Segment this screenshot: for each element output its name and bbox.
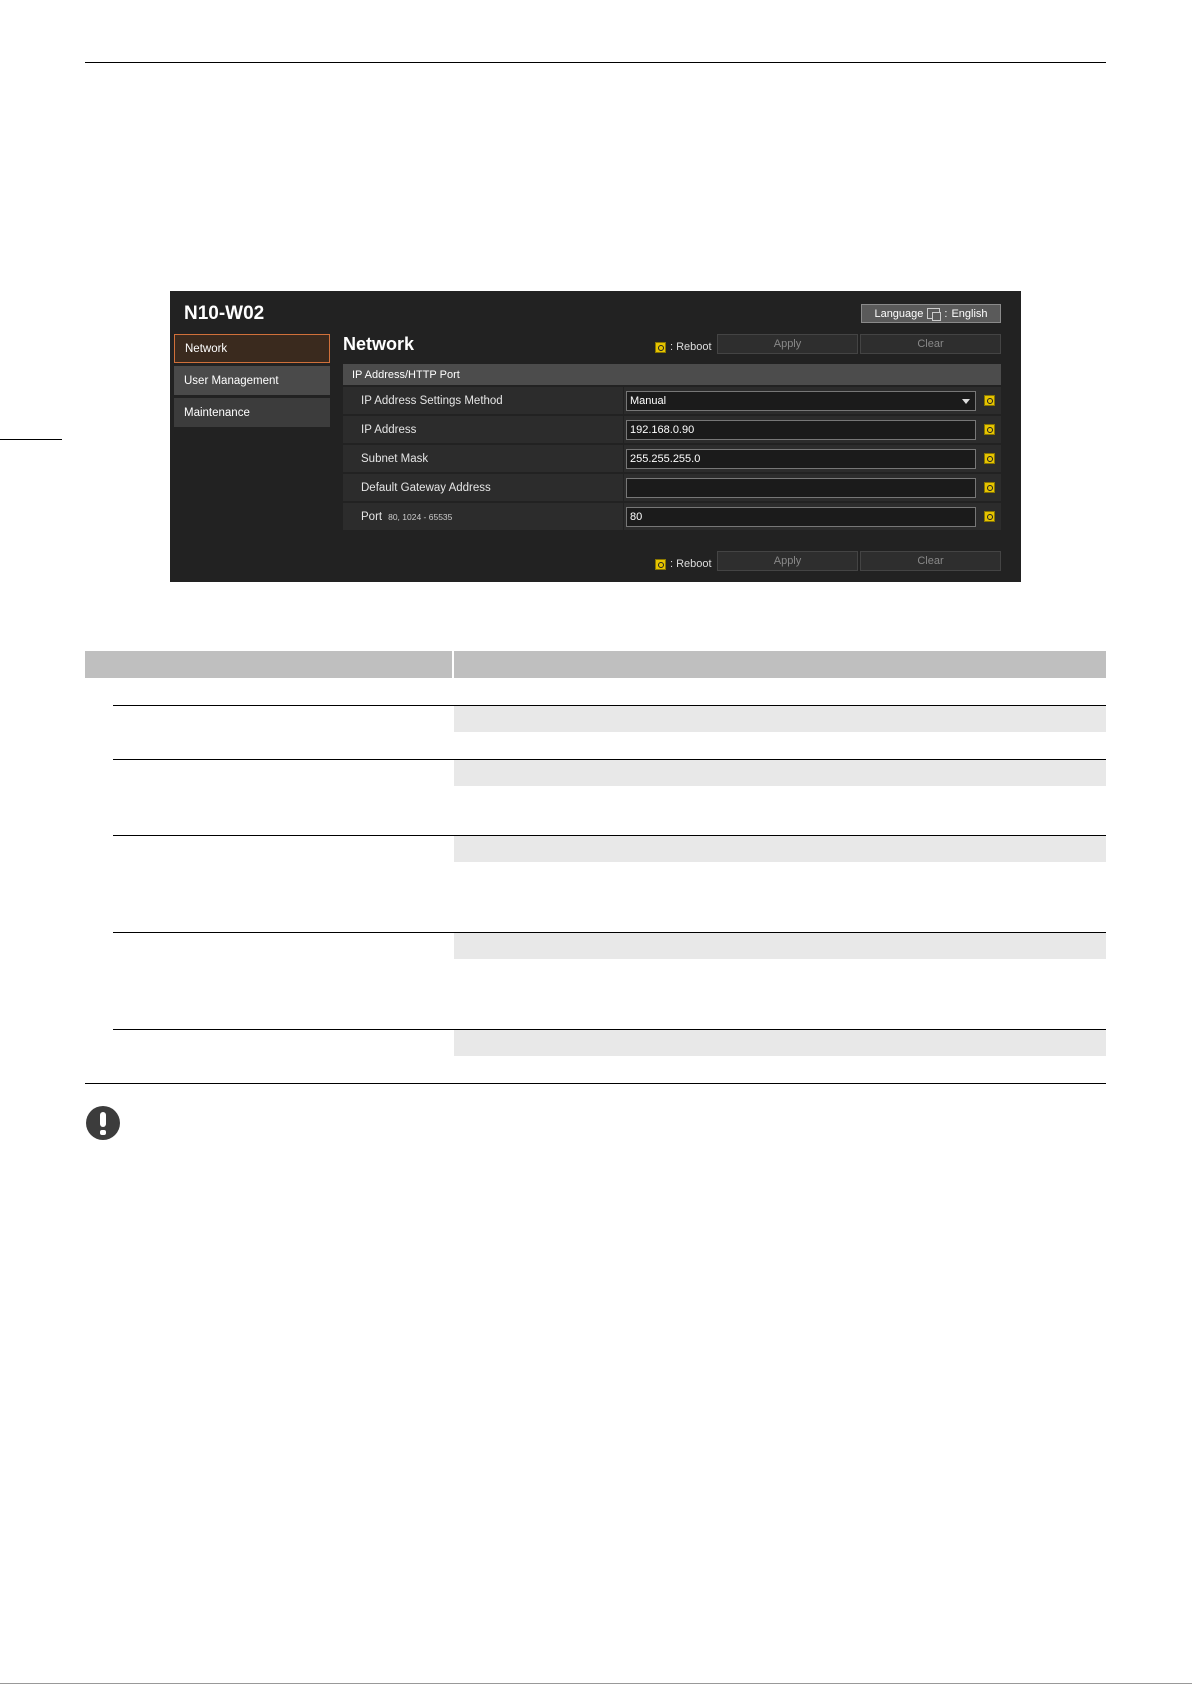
language-value: English: [951, 307, 988, 320]
margin-mark: [0, 439, 62, 440]
network-settings-screenshot: [170, 291, 1021, 582]
apply-button-top[interactable]: Apply: [717, 334, 858, 354]
reboot-legend-top: [655, 341, 712, 353]
language-separator: :: [944, 307, 948, 320]
settings-row-port: [343, 503, 1001, 530]
reboot-icon: [984, 424, 995, 435]
caution-icon: [86, 1106, 120, 1140]
apply-button-bottom[interactable]: Apply: [717, 551, 858, 571]
port-input[interactable]: 80: [626, 507, 976, 527]
select-value: Manual: [630, 395, 667, 407]
row-label: Subnet Mask: [361, 452, 429, 465]
port-range-hint: 80, 1024 - 65535: [388, 511, 453, 522]
reboot-icon: [984, 395, 995, 406]
language-icon: [927, 308, 940, 319]
reboot-icon: [655, 559, 666, 570]
ip-settings-method-select[interactable]: [626, 391, 976, 411]
default-gateway-input[interactable]: [626, 478, 976, 498]
row-divider: [623, 445, 624, 472]
table-header-right: [454, 651, 1106, 678]
top-rule: [85, 62, 1106, 63]
reboot-icon: [984, 453, 995, 464]
sidebar-item-maintenance[interactable]: Maintenance: [174, 398, 330, 427]
table-subheader-band: [454, 836, 1106, 862]
page-title: Network: [343, 334, 415, 354]
settings-row-ip-address: [343, 416, 1001, 443]
dropdown-arrow-icon: [962, 399, 970, 404]
row-label: Default Gateway Address: [361, 481, 491, 494]
table-subheader-band: [454, 760, 1106, 786]
row-divider: [623, 416, 624, 443]
row-label: IP Address Settings Method: [361, 394, 503, 407]
bottom-rule: [0, 1683, 1192, 1684]
port-label: Port: [361, 510, 383, 523]
device-title: N10-W02: [184, 303, 265, 324]
clear-button-top[interactable]: Clear: [860, 334, 1001, 354]
subnet-mask-input[interactable]: 255.255.255.0: [626, 449, 976, 469]
settings-row-default-gateway: [343, 474, 1001, 501]
reboot-legend-bottom: [655, 558, 712, 570]
clear-button-bottom[interactable]: Clear: [860, 551, 1001, 571]
language-label: Language: [874, 307, 924, 320]
reboot-icon: [984, 482, 995, 493]
section-header: IP Address/HTTP Port: [343, 364, 1001, 385]
settings-row-ip-method: [343, 387, 1001, 414]
row-divider: [623, 503, 624, 530]
row-label: [361, 503, 452, 530]
language-button[interactable]: [861, 304, 1001, 323]
table-subheader-band: [454, 1030, 1106, 1056]
reboot-icon: [655, 342, 666, 353]
table-header-left: [85, 651, 452, 678]
sidebar-item-user-management[interactable]: User Management: [174, 366, 330, 395]
sidebar-item-network[interactable]: Network: [174, 334, 330, 363]
reboot-legend-label: : Reboot: [670, 341, 712, 353]
reboot-legend-label: : Reboot: [670, 558, 712, 570]
settings-row-subnet-mask: [343, 445, 1001, 472]
row-label: IP Address: [361, 423, 417, 436]
reboot-icon: [984, 511, 995, 522]
row-divider: [623, 387, 624, 414]
table-bottom-rule: [85, 1083, 1106, 1084]
ip-address-input[interactable]: 192.168.0.90: [626, 420, 976, 440]
row-divider: [623, 474, 624, 501]
table-subheader-band: [454, 933, 1106, 959]
table-subheader-band: [454, 706, 1106, 732]
